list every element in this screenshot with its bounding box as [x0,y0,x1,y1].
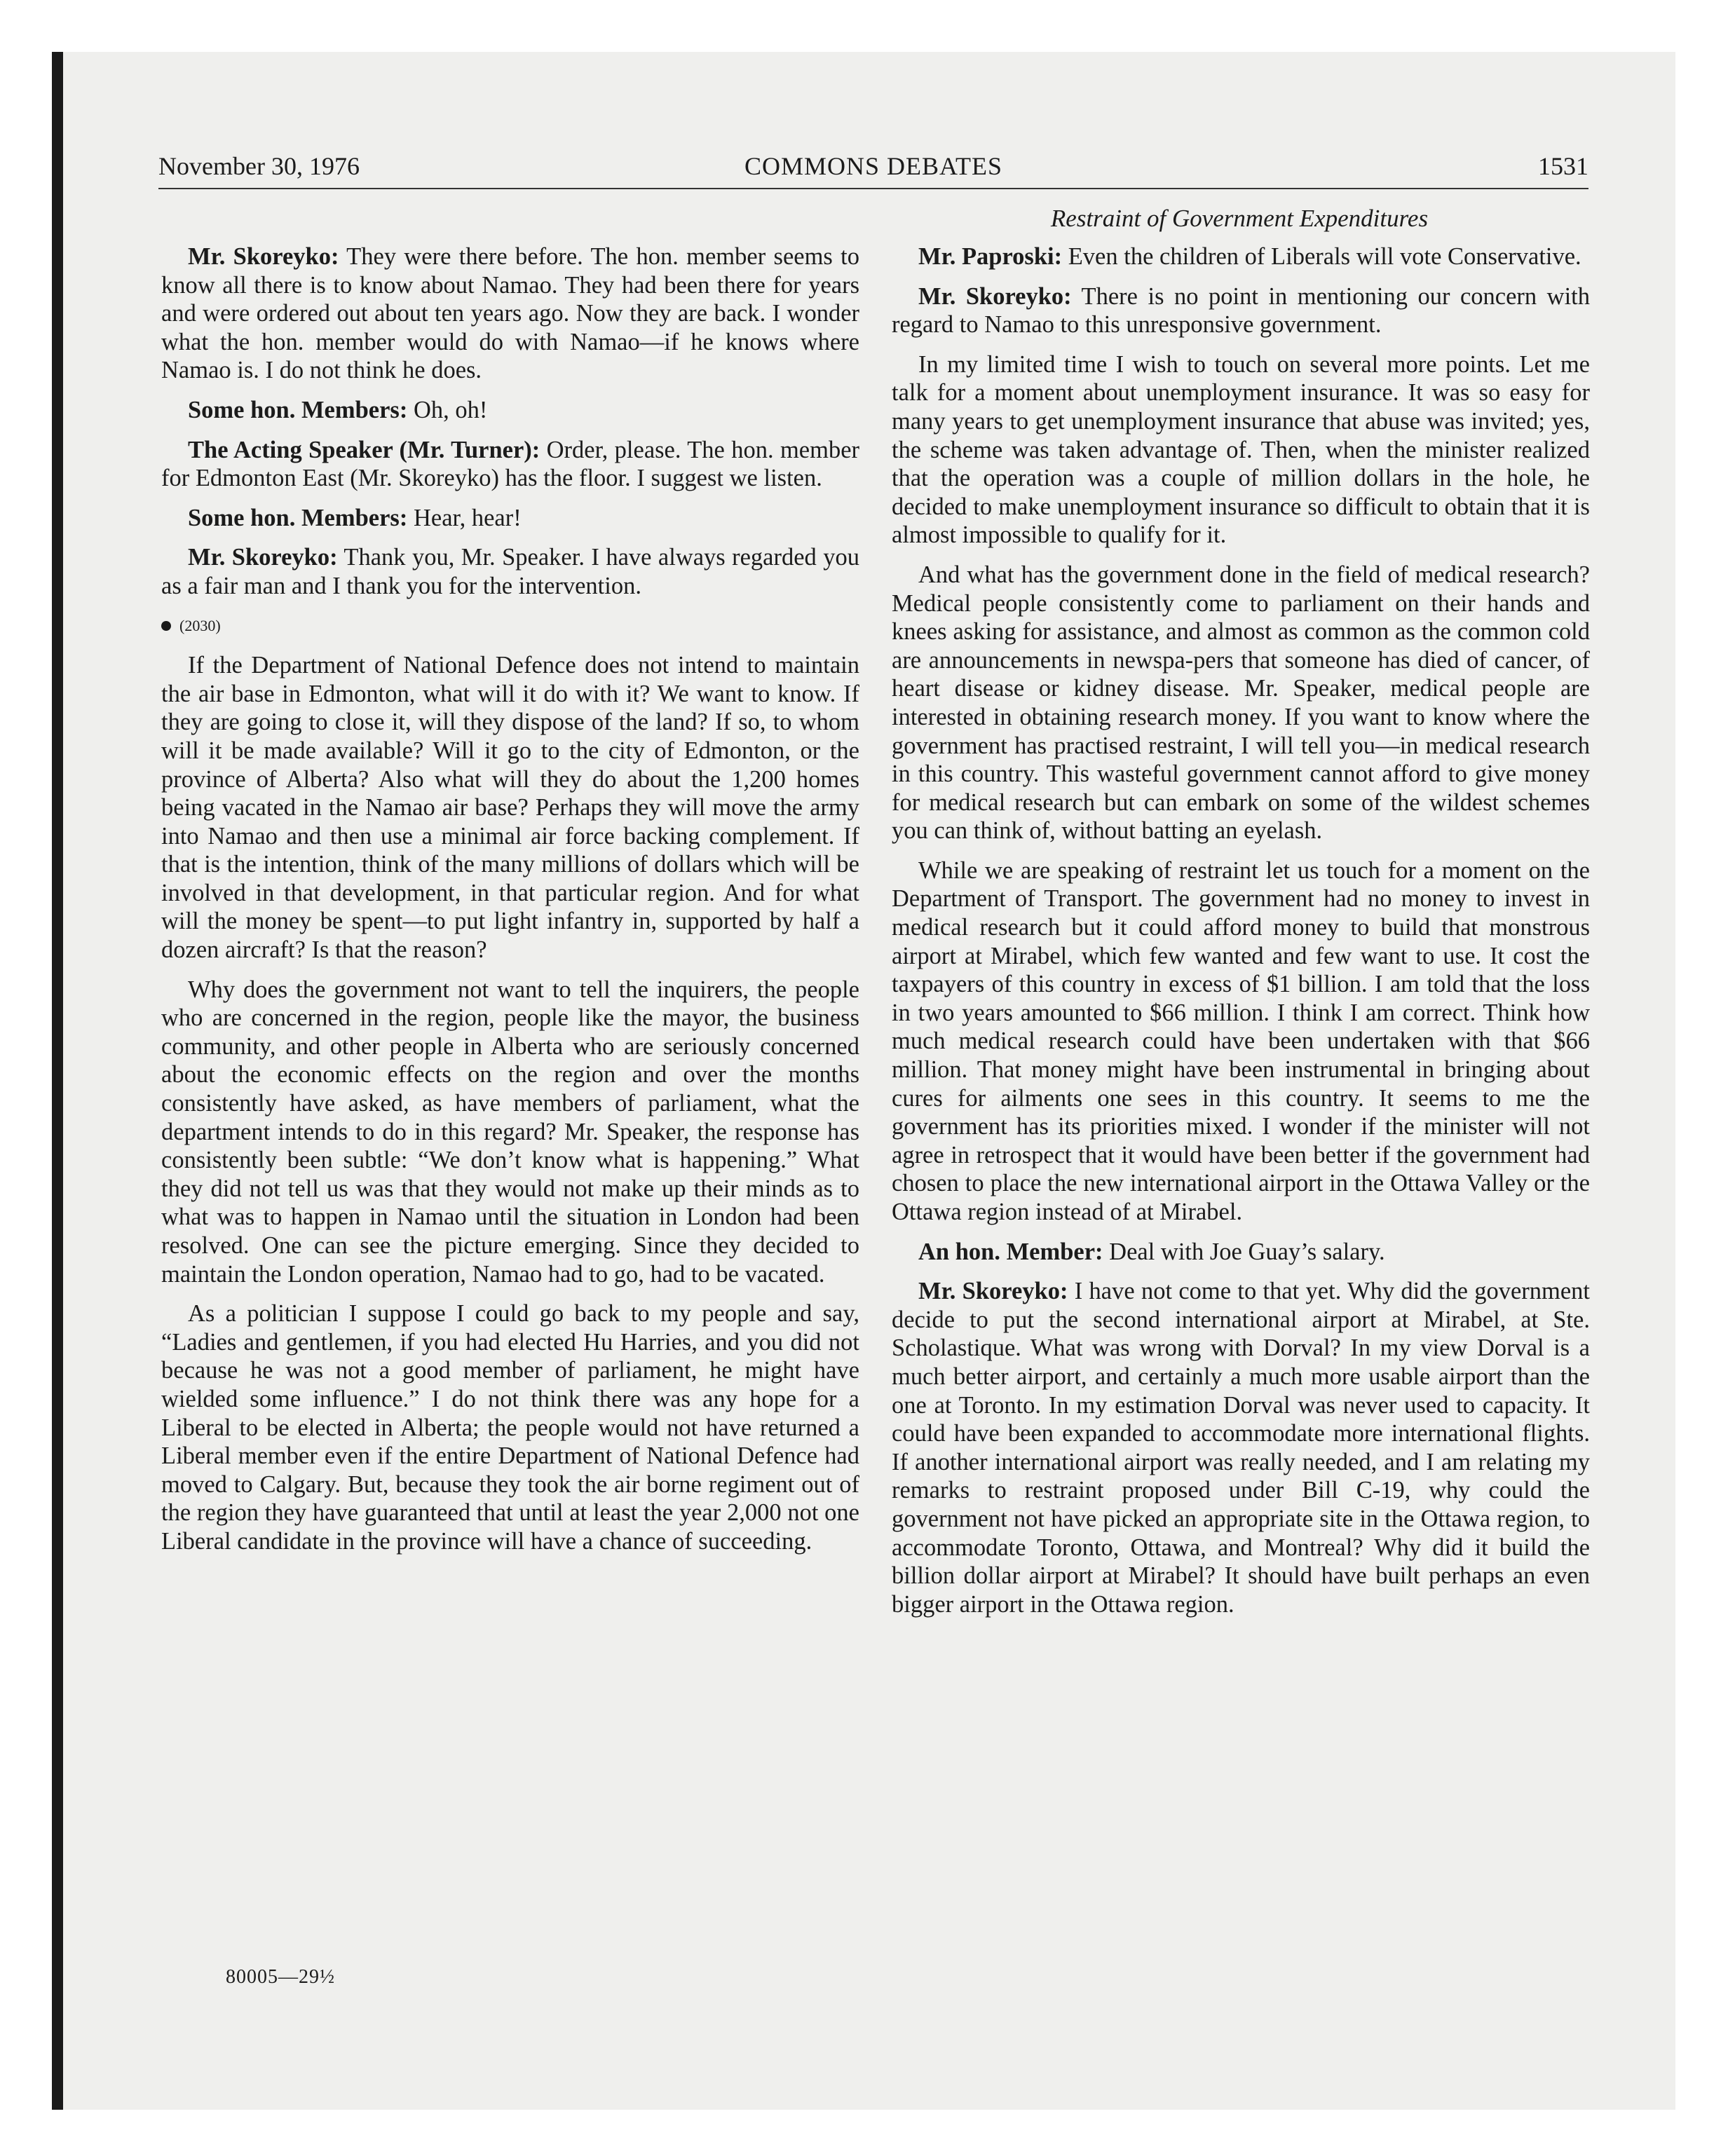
timestamp [161,612,859,641]
paragraph-text: They were there before. The hon. member seems to know all there is to know about Namao. They had been there for years and were ordered out about ten years ago. Now they are back. I wonder what the hon. member would do with Namao—if he knows where Namao is. I do not think he does. [161,243,859,384]
paragraph [892,1238,1590,1267]
paragraph-text: Hear, hear! [407,504,522,531]
paragraph: In my limited time I wish to touch on several more points. Let me talk for a moment about unemployment insurance. It was so easy for many years to get unemployment insurance that abuse was invited; yes, the scheme was taken advantage of. Then, when the minister realized that the operation was a couple of million dollars in the hole, he decided to make unemployment insurance so difficult to obtain that it is almost impossible to qualify for it. [892,350,1590,549]
left-column [161,243,859,1567]
section-title: Restraint of Government Expenditures [1050,205,1429,232]
running-header [158,149,1588,189]
speaker-name: Mr. Skoreyko: [918,1278,1068,1305]
paragraph-text: Oh, oh! [407,396,488,423]
paragraph: If the Department of National Defence does not intend to maintain the air base in Edmonton, what will it do with it? We want to know. If they are going to close it, will they dispose of the land? If so, to whom will it be made available? Will it go to the city of Edmonton, or the province of Alberta? Also what will they do about the 1,200 homes being vacated in the Namao air base? Perhaps they will move the army into Namao and then use a minimal air force backing complement. If that is the intention, think of the many millions of dollars which will be involved in that development, in that particular region. And for what will the money be spent—to put light infantry in, supported by half a dozen aircraft? Is that the reason? [161,652,859,964]
paragraph [892,1277,1590,1618]
footer-code: 80005—29½ [226,1966,335,1988]
paragraph [161,543,859,600]
speaker-name: Mr. Skoreyko: [918,282,1072,310]
paragraph-text: Thank you, Mr. Speaker. I have always regarded you as a fair man and I thank you for the intervention. [161,544,859,599]
paragraph [161,396,859,425]
header-page-number: 1531 [1538,152,1588,180]
paragraph-text: Order, please. The hon. member for Edmonton East (Mr. Skoreyko) has the floor. I suggest we listen. [161,436,859,492]
header-date: November 30, 1976 [158,152,360,180]
speaker-name: Mr. Skoreyko: [188,243,339,270]
header-title: COMMONS DEBATES [744,152,1003,180]
paragraph [161,243,859,385]
timestamp-text: (2030) [179,616,221,634]
paragraph [161,504,859,533]
paragraph: As a politician I suppose I could go back to my people and say, “Ladies and gentlemen, if you had elected Hu Harries, and you did not because he was not a good member of parliament, he might have wielded some influence.” I do not think there was any hope for a Liberal to be elected in Alberta; the people would not have returned a Liberal member even if the entire Department of National Defence had moved to Calgary. But, because they took the air borne regiment out of the region they have guaranteed that until at least the year 2,000 not one Liberal candidate in the province will have a chance of succeeding. [161,1300,859,1555]
speaker-name: Some hon. Members: [188,504,408,531]
paragraph-text: I have not come to that yet. Why did the government decide to put the second international airport at Mirabel, at Ste. Scholastique. What was wrong with Dorval? In my view Dorval is a much better airport, and certainly a much more usable airport than the one at Toronto. In my estimation Dorval was never used to capacity. It could have been expanded to accommodate more international flights. If another international airport was really needed, and I am relating my remarks to restraint proposed under Bill C-19, why could the government not have picked an appropriate site in the Ottawa region, to accommodate Toronto, Ottawa, and Montreal? Why did it build the billion dollar airport at Mirabel? It should have built perhaps an even bigger airport in the Ottawa region. [892,1278,1590,1618]
right-column [892,243,1590,1630]
paragraph-text: Even the children of Liberals will vote Conservative. [1062,243,1581,270]
speaker-name: Mr. Paproski: [918,243,1063,270]
speaker-name: An hon. Member: [918,1238,1103,1265]
speaker-name: The Acting Speaker (Mr. Turner): [188,436,540,463]
paragraph: While we are speaking of restraint let us touch for a moment on the Department of Transport. The government had no money to invest in medical research but it could afford money to build that monstrous airport at Mirabel, which few wanted and few want to use. It cost the taxpayers of this country in excess of $1 billion. I am told that the loss in two years amounted to $66 million. I think I am correct. Think how much medical research could have been undertaken with that $66 million. That money might have been instrumental in bringing about cures for ailments one sees in this country. It seems to me the government has its priorities mixed. I wonder if the minister will not agree in retrospect that it would have been better if the government had chosen to place the new international airport in the Ottawa Valley or the Ottawa region instead of at Mirabel. [892,857,1590,1225]
speaker-name: Some hon. Members: [188,396,408,423]
paragraph: Why does the government not want to tell the inquirers, the people who are concerned in the region, people like the mayor, the business community, and other people in Alberta who are seriously concerned about the economic effects on the region and over the months consistently have asked, as have members of parliament, what the department intends to do in this regard? Mr. Speaker, the response has consistently been subtle: “We don’t know what is happening.” What they did not tell us was that they would not make up their minds as to what was to happen in Namao until the situation in London had been resolved. One can see the picture emerging. Since they decided to maintain the London operation, Namao had to go, had to be vacated. [161,976,859,1288]
speaker-name: Mr. Skoreyko: [188,544,338,571]
paragraph-text: Deal with Joe Guay’s salary. [1103,1238,1385,1265]
bullet-icon [161,621,171,631]
paragraph-text: There is no point in mentioning our concern with regard to Namao to this unresponsive government. [892,282,1590,339]
paragraph [892,243,1590,271]
paragraph [892,282,1590,339]
paragraph [161,436,859,493]
paragraph: And what has the government done in the field of medical research? Medical people consistently come to parliament on their hands and knees asking for assistance, and almost as common as the common cold are announcements in newspa-pers that someone has died of cancer, of heart disease or kidney disease. Mr. Speaker, medical people are interested in obtaining research money. If you want to know where the government has practised restraint, I will tell you—in medical research in this country. This wasteful government cannot afford to give money for medical research but can embark on some of the wildest schemes you can think of, without batting an eyelash. [892,561,1590,845]
